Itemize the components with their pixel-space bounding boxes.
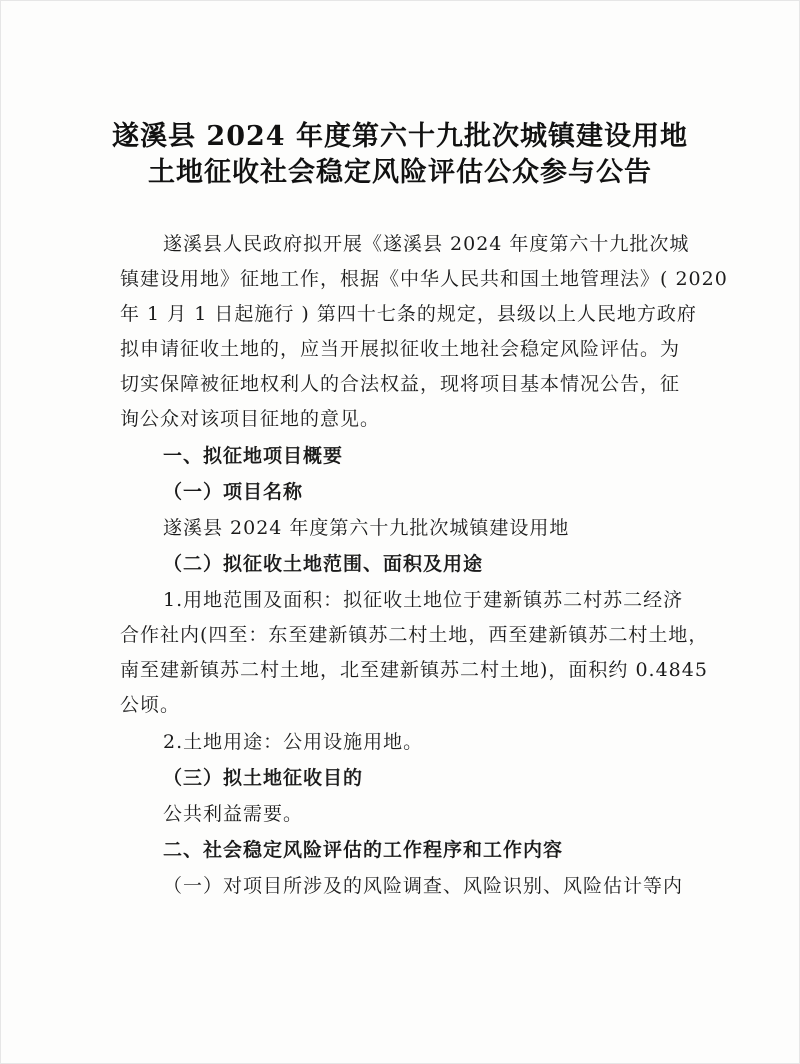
- subsection-heading: （二）拟征收土地范围、面积及用途: [163, 553, 484, 575]
- land-scope-line: 公顷。: [120, 694, 181, 716]
- section-heading: 二、社会稳定风险评估的工作程序和工作内容: [163, 839, 564, 861]
- document-title-line-2: 土地征收社会稳定风险评估公众参与公告: [148, 157, 652, 188]
- subsection-heading: （一）项目名称: [163, 481, 304, 503]
- purpose-text: 公共利益需要。: [163, 803, 304, 825]
- land-use-text: 2.土地用途：公用设施用地。: [163, 731, 424, 753]
- document-title-line-1: 遂溪县 2024 年度第六十九批次城镇建设用地: [112, 121, 688, 152]
- land-scope-line: 1.用地范围及面积：拟征收土地位于建新镇苏二村苏二经济: [163, 589, 684, 611]
- section-heading: 一、拟征地项目概要: [163, 445, 344, 467]
- land-scope-line: 合作社内(四至：东至建新镇苏二村土地，西至建新镇苏二村土地，: [120, 624, 709, 646]
- intro-paragraph-line: 拟申请征收土地的，应当开展拟征收土地社会稳定风险评估。为: [120, 338, 681, 360]
- intro-paragraph-line: 镇建设用地》征地工作，根据《中华人民共和国土地管理法》( 2020: [120, 268, 728, 290]
- intro-paragraph-line: 切实保障被征地权利人的合法权益，现将项目基本情况公告，征: [120, 373, 681, 395]
- intro-paragraph-line: 询公众对该项目征地的意见。: [120, 408, 381, 430]
- intro-paragraph-line: 年 1 月 1 日起施行 ) 第四十七条的规定，县级以上人民地方政府: [120, 303, 697, 325]
- project-name-text: 遂溪县 2024 年度第六十九批次城镇建设用地: [163, 517, 570, 539]
- section2-subsection-line: （一）对项目所涉及的风险调查、风险识别、风险估计等内: [163, 875, 684, 897]
- subsection-heading: （三）拟土地征收目的: [163, 767, 364, 789]
- intro-paragraph-line: 遂溪县人民政府拟开展《遂溪县 2024 年度第六十九批次城: [163, 233, 690, 255]
- land-scope-line: 南至建新镇苏二村土地，北至建新镇苏二村土地)，面积约 0.4845: [120, 659, 708, 681]
